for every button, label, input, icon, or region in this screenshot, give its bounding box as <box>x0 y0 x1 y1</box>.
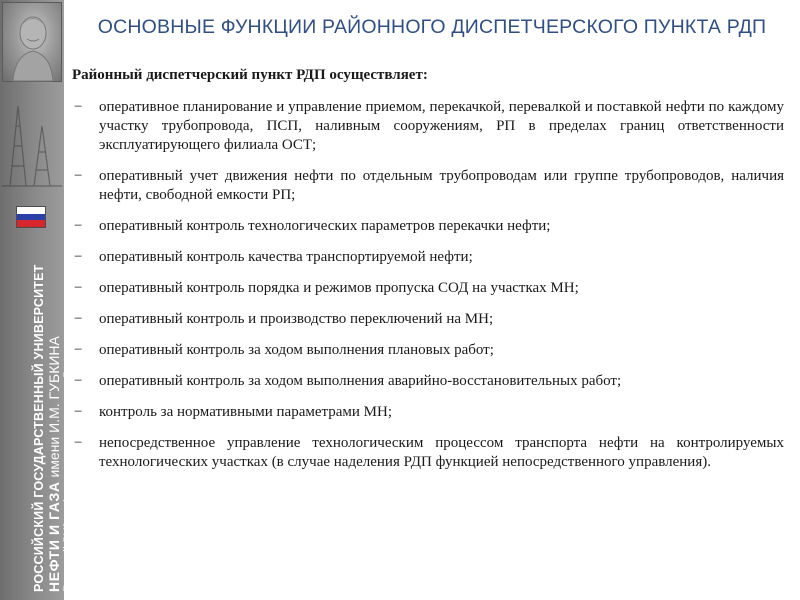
flag-stripe-white <box>17 207 45 214</box>
bullet-dash: − <box>74 218 83 234</box>
list-item <box>72 167 784 205</box>
list-item <box>72 372 784 391</box>
university-line-1: РОССИЙСКИЙ ГОСУДАРСТВЕННЫЙ УНИВЕРСИТЕТ <box>32 264 46 592</box>
bullet-dash: − <box>74 373 83 389</box>
bullet-dash: − <box>74 435 83 451</box>
list-item-text: оперативное планирование и управление приемом, перекачкой, перевалкой и поставкой нефти по каждому участку трубопровода, ПСП, наливным сооружениям, РП в пределах границ ответственности эксплуатирующего филиала ОСТ; <box>99 99 784 153</box>
flag-stripe-red <box>17 220 45 227</box>
portrait-relief-icon <box>3 3 61 81</box>
list-item <box>72 341 784 360</box>
slide-title: ОСНОВНЫЕ ФУНКЦИИ РАЙОННОГО ДИСПЕТЧЕРСКОГО ПУНКТА РДП <box>97 16 767 38</box>
university-line-2 <box>46 232 62 592</box>
university-name-rest: имени И.М. ГУБКИНА <box>46 336 62 482</box>
russian-flag-icon <box>16 206 46 228</box>
list-item <box>72 217 784 236</box>
list-item-text: оперативный контроль качества транспортируемой нефти; <box>99 249 473 265</box>
list-item-text: непосредственное управление технологическим процессом транспорта нефти на контролируемых технологических участках (в случае наделения РДП функцией непосредственного управления). <box>99 435 784 470</box>
bullet-dash: − <box>74 342 83 358</box>
list-item-text: контроль за нормативными параметрами МН; <box>99 404 392 420</box>
slide-content <box>72 0 792 600</box>
flag-stripe-blue <box>17 214 45 221</box>
bullet-dash: − <box>74 280 83 296</box>
university-line-3: Базовый ВУЗ нефтегазового комплекса России <box>63 339 75 592</box>
university-name-bold: НЕФТИ И ГАЗА <box>46 481 62 592</box>
list-item-text: оперативный контроль и производство переключений на МН; <box>99 311 494 327</box>
list-item <box>72 248 784 267</box>
list-item-text: оперативный контроль порядка и режимов пропуска СОД на участках МН; <box>99 280 579 296</box>
list-item-text: оперативный контроль технологических параметров перекачки нефти; <box>99 218 551 234</box>
gubkin-portrait <box>2 2 62 82</box>
sidebar <box>0 0 75 600</box>
list-item <box>72 279 784 298</box>
list-item-text: оперативный контроль за ходом выполнения аварийно-восстановительных работ; <box>99 373 622 389</box>
oil-rigs-icon <box>0 86 64 196</box>
bullet-dash: − <box>74 404 83 420</box>
list-item-text: оперативный учет движения нефти по отдельным трубопроводам или группе трубопроводов, наличия нефти, свободной емкости РП; <box>99 168 784 203</box>
list-item <box>72 434 784 472</box>
bullet-dash: − <box>74 168 83 184</box>
list-item <box>72 98 784 155</box>
list-item <box>72 310 784 329</box>
function-list <box>72 98 784 472</box>
bullet-dash: − <box>74 311 83 327</box>
list-item <box>72 403 784 422</box>
bullet-dash: − <box>74 249 83 265</box>
list-item-text: оперативный контроль за ходом выполнения плановых работ; <box>99 342 494 358</box>
bullet-dash: − <box>74 99 83 115</box>
intro-text: Районный диспетчерский пункт РДП осуществляет: <box>72 67 428 83</box>
